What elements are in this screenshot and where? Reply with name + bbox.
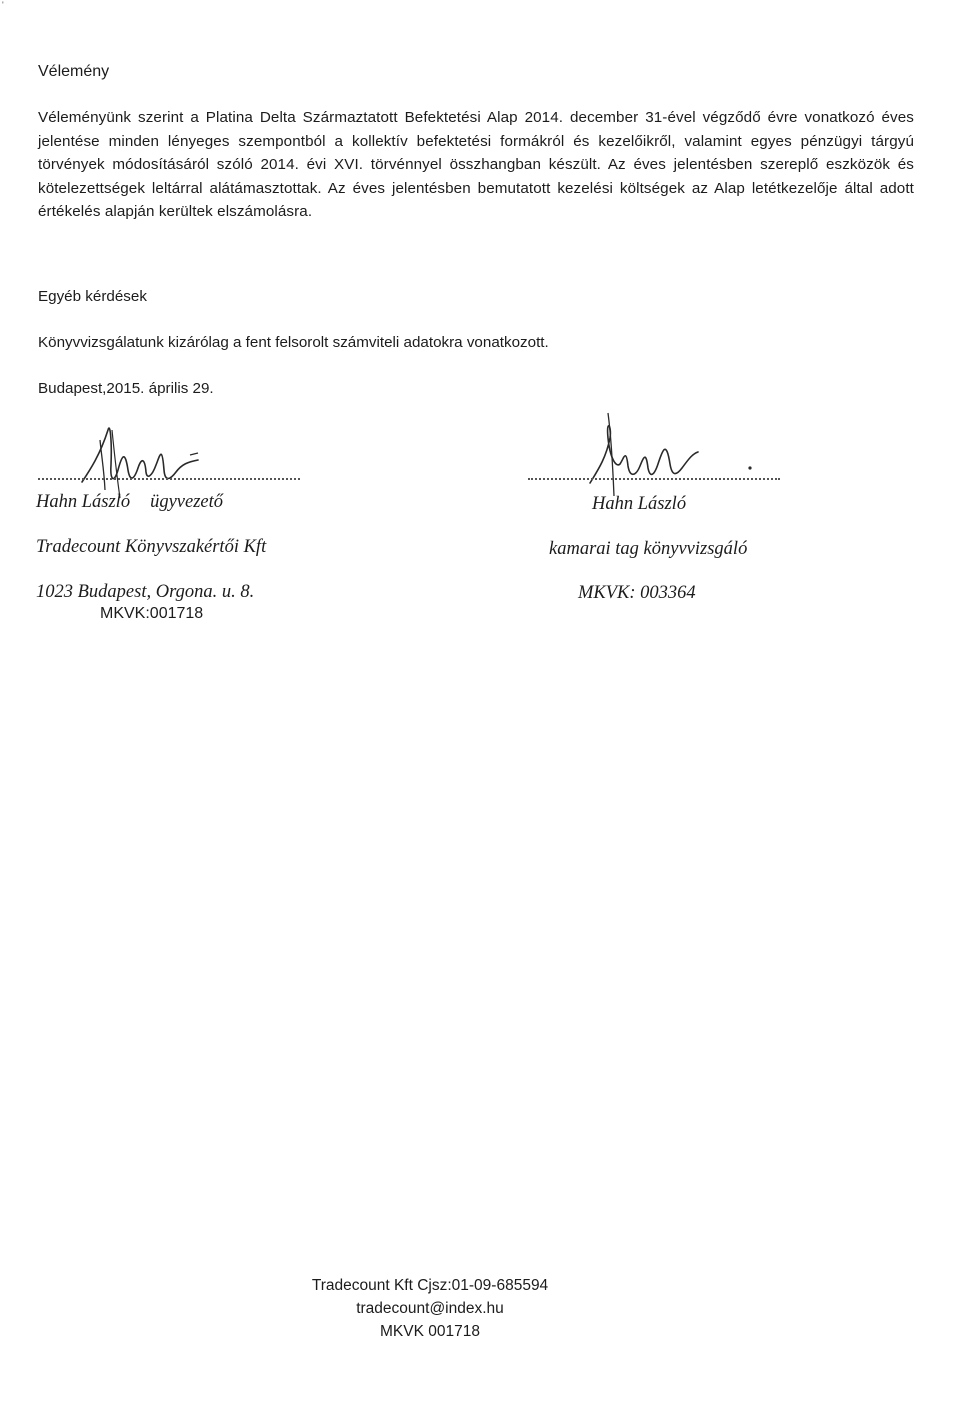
footer-mkvk: MKVK 001718 [380, 1323, 480, 1340]
place-date: Budapest,2015. április 29. [38, 380, 214, 397]
right-mkvk-number: MKVK: 003364 [578, 583, 696, 603]
opinion-paragraph: Véleményünk szerint a Platina Delta Származtatott Befektetési Alap 2014. december 31-ével végződő évre vonatkozó éves jelentése minden lényeges szempontból a kollektív befektetési formákról és kezelőikről, valamint egyes pénzügyi tárgyú törvények módosításáról szóló 2014. évi XVI. törvénnyel összhangban készült. Az éves jelentésben szereplő eszközök és kötelezettségek leltárral alátámasztottak. Az éves jelentésben bemutatott kezelési költségek az Alap letétkezelője által adott értékelés alapján kerültek elszámolásra. [38, 109, 914, 221]
opinion-heading: Vélemény [38, 63, 110, 80]
corner-mark: ' [2, 0, 4, 10]
right-signature-image [580, 408, 760, 498]
right-signatory-role: kamarai tag könyvvizsgáló [549, 539, 748, 559]
left-company-address: 1023 Budapest, Orgona. u. 8. [36, 582, 255, 602]
other-matters-heading: Egyéb kérdések [38, 288, 147, 305]
left-company-name: Tradecount Könyvszakértői Kft [36, 537, 267, 557]
left-signatory-name-title [36, 492, 223, 513]
right-signatory-name: Hahn László [592, 494, 687, 514]
left-signature-line [38, 478, 300, 480]
left-signatory-title: ügyvezető [150, 492, 224, 512]
footer-email: tradecount@index.hu [356, 1300, 504, 1317]
other-matters-text: Könyvvizsgálatunk kizárólag a fent felsorolt számviteli adatokra vonatkozott. [38, 334, 549, 351]
footer-company-line: Tradecount Kft Cjsz:01-09-685594 [311, 1277, 549, 1294]
left-mkvk-number: MKVK:001718 [100, 605, 204, 622]
right-signature-line [528, 478, 780, 480]
footer [0, 1274, 860, 1343]
left-signatory-name: Hahn László [36, 492, 131, 512]
left-signature-image [70, 410, 250, 500]
